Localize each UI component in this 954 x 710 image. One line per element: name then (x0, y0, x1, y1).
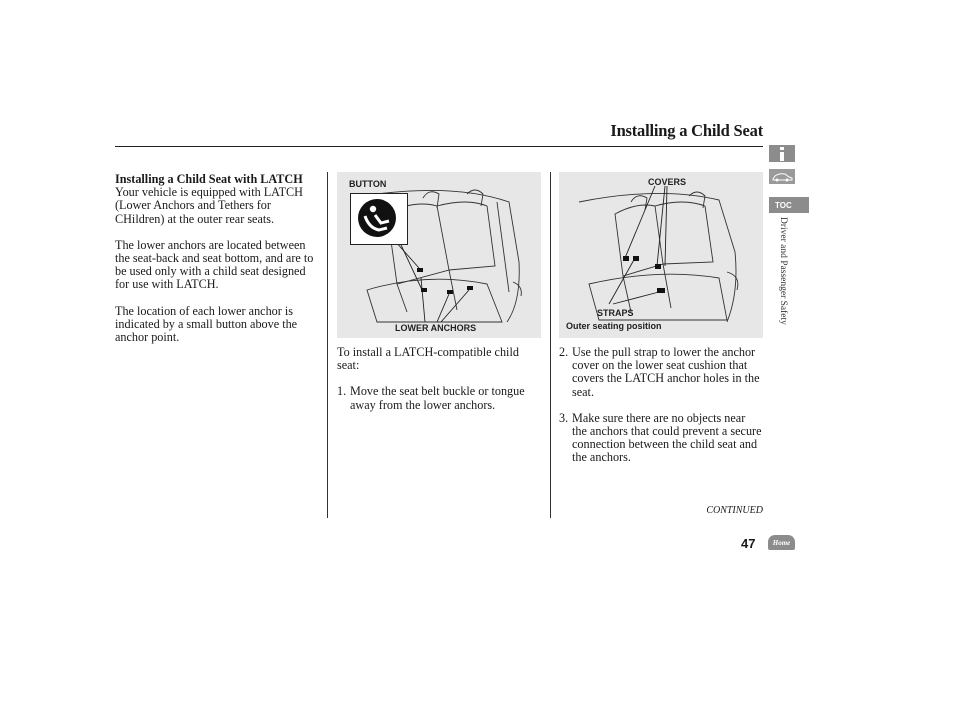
step-3-text: Make sure there are no objects near the anchors that could prevent a secure connection between the child seat and the anchors. (572, 410, 762, 465)
latch-button-inset (350, 193, 408, 245)
step-2 (559, 346, 763, 399)
figure-caption: Outer seating position (566, 321, 662, 331)
column-2 (337, 346, 543, 412)
continued-label: CONTINUED (706, 505, 763, 516)
figure-lower-anchors (337, 172, 541, 338)
toc-tab[interactable] (769, 197, 809, 213)
car-icon (771, 172, 793, 182)
column-1 (115, 173, 320, 344)
section-heading: Installing a Child Seat with LATCH (115, 172, 303, 186)
label-covers: COVERS (648, 177, 687, 187)
vehicle-index-tab[interactable] (769, 169, 795, 184)
step-3-number: 3. (559, 410, 569, 425)
column-divider-1 (327, 172, 328, 518)
paragraph-2: The lower anchors are located between the seat-back and seat bottom, and are to be used only with a child seat designed for use with LATCH. (115, 237, 314, 292)
step-2-number: 2. (559, 345, 569, 359)
paragraph-3: The location of each lower anchor is indicated by a small button above the anchor point. (115, 303, 298, 345)
label-lower-anchors: LOWER ANCHORS (395, 323, 477, 333)
section-side-label: Driver and Passenger Safety (778, 217, 788, 325)
figure-covers-straps (559, 172, 763, 338)
child-seat-symbol-icon (351, 194, 407, 244)
page-title: Installing a Child Seat (610, 121, 763, 140)
label-straps: STRAPS (597, 308, 634, 318)
info-icon (777, 147, 787, 161)
page-number: 47 (741, 536, 756, 551)
step-1-number: 1. (337, 384, 347, 399)
home-button[interactable] (768, 535, 795, 550)
label-button: BUTTON (349, 179, 387, 189)
home-label: Home (772, 538, 791, 547)
step-3 (559, 412, 763, 465)
column-3 (559, 346, 763, 465)
toc-label: TOC (775, 200, 792, 210)
paragraph-1: Your vehicle is equipped with LATCH (Lower Anchors and Tethers for CHildren) at the outer rear seats. (115, 185, 303, 226)
intro-text: To install a LATCH-compatible child seat: (337, 345, 519, 373)
step-2-text: Use the pull strap to lower the anchor cover on the lower seat cushion that covers the LATCH anchor holes in the seat. (572, 345, 760, 399)
rear-seat-illustration-2 (559, 172, 763, 338)
step-1-text: Move the seat belt buckle or tongue away from the lower anchors. (350, 384, 525, 412)
info-tab[interactable] (769, 145, 795, 162)
header-rule (115, 146, 763, 147)
step-1 (337, 385, 543, 411)
column-divider-2 (550, 172, 551, 518)
